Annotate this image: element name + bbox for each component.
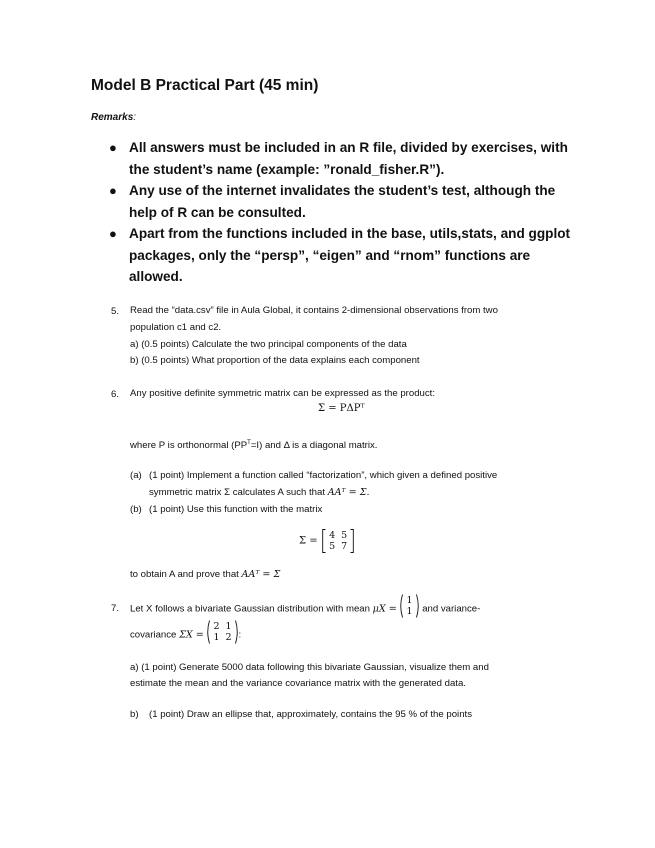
question-5-line1: Read the “data.csv” file in Aula Global, it contains 2-dimensional observations from two (130, 305, 498, 316)
question-7-part-a-line2: estimate the mean and the variance covariance matrix with the generated data. (130, 678, 466, 689)
right-paren-icon (416, 594, 420, 618)
q7-line2-post: : (238, 629, 242, 641)
remarks-label: Remarks (91, 112, 134, 123)
sigma-matrix-equation (299, 529, 354, 553)
question-6-equation: Σ = PΔPᵀ (318, 403, 365, 414)
bullet-icon: ● (109, 226, 117, 241)
page-title: Model B Practical Part (45 min) (91, 77, 319, 94)
matrix-cell: 2 (213, 621, 220, 632)
matrix-cell: 1 (213, 632, 220, 643)
bullet-icon: ● (109, 140, 117, 155)
cov-label: ΣX = (179, 629, 204, 641)
question-6-part-b-line1: (1 point) Use this function with the matrix (149, 504, 323, 515)
question-7-number: 7. (111, 603, 120, 614)
q7-line1-post: and variance- (422, 603, 481, 615)
sigma-matrix (322, 529, 354, 553)
question-6-obtain (130, 567, 280, 584)
where-text-pre: where P is orthonormal (PP (130, 440, 248, 452)
question-7-line1 (130, 595, 481, 618)
remarks-colon: : (133, 112, 137, 123)
question-7-part-b-line1: (1 point) Draw an ellipse that, approximately, contains the 95 % of the points (149, 709, 472, 720)
matrix-cell: 2 (225, 632, 232, 643)
question-6-number: 6. (111, 389, 120, 400)
where-text-post: =I) and Δ is a diagonal matrix. (250, 440, 378, 452)
question-7-part-a-line1: a) (1 point) Generate 5000 data following this bivariate Gaussian, visualize them and (130, 662, 489, 673)
question-5-part-a: a) (0.5 points) Calculate the two principal components of the data (130, 339, 407, 350)
question-5-part-b: b) (0.5 points) What proportion of the data explains each component (130, 355, 420, 366)
transpose-superscript: T (247, 440, 251, 446)
remark-text: All answers must be included in an R file, divided by exercises, with the student’s name (example: ”ronald_fisher.R”). (129, 140, 568, 177)
question-6-part-a-label: (a) (130, 470, 142, 481)
remark-text: Any use of the internet invalidates the student’s test, although the help of R can be consulted. (129, 183, 556, 220)
vector-cell: 1 (406, 606, 413, 617)
matrix-cell: 1 (225, 621, 232, 632)
question-7-part-b-label: b) (130, 709, 139, 720)
remarks-list (108, 137, 578, 288)
mu-vector (399, 594, 419, 618)
question-5-line2: population c1 and c2. (130, 322, 222, 333)
part-a-line2-text: symmetric matrix Σ calculates A such that (149, 487, 328, 498)
matrix-cell: 4 (329, 530, 336, 541)
cov-matrix (206, 620, 238, 644)
question-6-part-b-label: (b) (130, 504, 142, 515)
q7-line2-text: covariance (130, 629, 180, 641)
vector-cell: 1 (406, 595, 413, 606)
right-bracket-icon (350, 529, 354, 553)
obtain-text: to obtain A and prove that (130, 569, 242, 580)
question-6-line1: Any positive definite symmetric matrix can be expressed as the product: (130, 388, 436, 399)
question-7-line2 (130, 621, 242, 644)
q7-line1-text: Let X follows a bivariate Gaussian distribution with mean (130, 603, 373, 615)
obtain-math: AAᵀ = Σ (241, 569, 281, 580)
question-6-part-a-line1: (1 point) Implement a function called “factorization”, which given a defined positive (149, 470, 498, 481)
remark-item (108, 137, 578, 180)
question-6-where (130, 435, 377, 455)
matrix-cell: 5 (341, 530, 348, 541)
part-a-line2-math: AAᵀ = Σ. (327, 487, 370, 498)
matrix-cell: 7 (341, 541, 348, 552)
mu-label: μX = (372, 603, 397, 615)
remark-text: Apart from the functions included in the base, utils,stats, and ggplot packages, only the “persp”, “eigen” and “rnom” functions are allowed. (129, 226, 571, 284)
remark-item (108, 223, 578, 288)
question-5-number: 5. (111, 306, 120, 317)
right-paren-icon (235, 620, 239, 644)
remark-item (108, 180, 578, 223)
remarks-heading (91, 112, 136, 123)
sigma-label: Σ = (299, 535, 318, 547)
matrix-cell: 5 (329, 541, 336, 552)
bullet-icon: ● (109, 183, 117, 198)
question-6-part-a-line2 (149, 485, 370, 502)
